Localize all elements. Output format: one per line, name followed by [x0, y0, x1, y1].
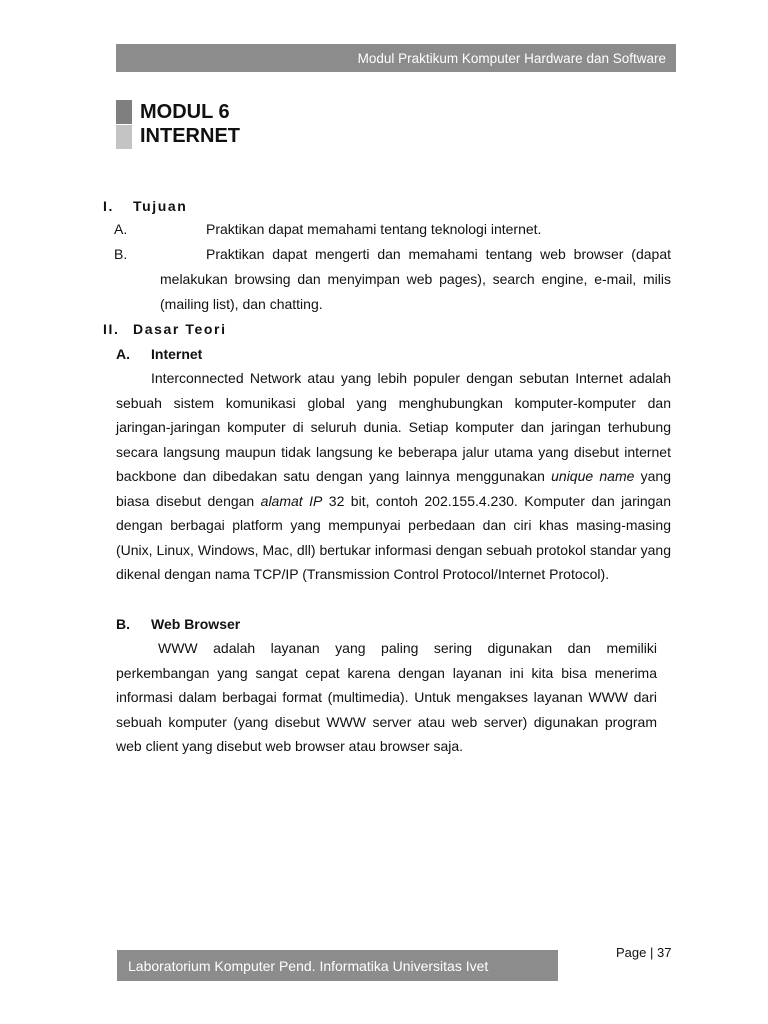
- paragraph-text: 32 bit, contoh 202.155.4.230. Komputer dan jaringan dengan berbagai platform yang mempunyai perbedaan dan ciri khas masing-masing (Unix, Linux, Windows, Mac, dll) bertukar informasi dengan sebuah protokol standar yang dikenal dengan nama TCP/IP (Transmission Control Protocol/Internet Protocol).: [116, 492, 671, 582]
- section-title: Tujuan: [133, 198, 188, 214]
- subsection-letter: A.: [116, 346, 130, 362]
- objective-text: Praktikan dapat memahami tentang teknologi internet.: [206, 221, 542, 237]
- objective-marker: B.: [114, 246, 128, 262]
- header-text: Modul Praktikum Komputer Hardware dan Software: [357, 50, 666, 66]
- page-number: [616, 945, 671, 960]
- section-title: Dasar Teori: [133, 321, 227, 337]
- page-label: Page: [616, 945, 647, 960]
- section-number: II.: [103, 321, 120, 337]
- footer-institution: Laboratorium Komputer Pend. Informatika Universitas Ivet: [128, 957, 489, 974]
- section-number: I.: [103, 198, 114, 214]
- subsection-title: Internet: [151, 346, 203, 362]
- objective-marker: A.: [114, 221, 128, 237]
- objective-text: Praktikan dapat mengerti dan memahami tentang web browser (dapat melakukan browsing dan menyimpan web pages), search engine, e-mail, milis (mailing list), dan chatting.: [160, 246, 671, 312]
- footer-band: [117, 950, 558, 981]
- title-marker-light: [116, 125, 132, 149]
- title-marker-dark: [116, 100, 132, 124]
- module-number-title: MODUL 6: [140, 101, 230, 123]
- emphasis-term: unique name: [551, 468, 635, 484]
- module-topic-title: INTERNET: [140, 125, 240, 147]
- web-browser-paragraph: WWW adalah layanan yang paling sering digunakan dan memiliki perkembangan yang sangat cepat karena dengan layanan ini kita bisa menerima informasi dalam berbagai format (multimedia). Untuk mengakses layanan WWW dari sebuah komputer (yang disebut WWW server atau web server) digunakan program web client yang disebut web browser atau browser saja.: [116, 640, 657, 754]
- paragraph-text: Interconnected Network atau yang lebih populer dengan sebutan Internet adalah sebuah sistem komunikasi global yang menghubungkan komputer-komputer dan jaringan-jaringan komputer di seluruh dunia. Setiap komputer dan jaringan terhubung secara langsung maupun tidak langsung ke beberapa jalur utama yang disebut internet backbone dan dibedakan satu dengan yang lainnya menggunakan: [116, 370, 671, 484]
- header-band: [116, 44, 676, 72]
- page-number-value: 37: [656, 945, 672, 960]
- subsection-title: Web Browser: [151, 616, 241, 632]
- page-separator: |: [646, 945, 657, 960]
- emphasis-term: alamat IP: [260, 492, 323, 509]
- subsection-letter: B.: [116, 616, 130, 632]
- objective-item-a: [114, 217, 671, 242]
- internet-paragraph: [116, 366, 671, 587]
- paragraph-text: yang biasa disebut dengan: [116, 468, 672, 509]
- objective-item-b: [114, 242, 671, 317]
